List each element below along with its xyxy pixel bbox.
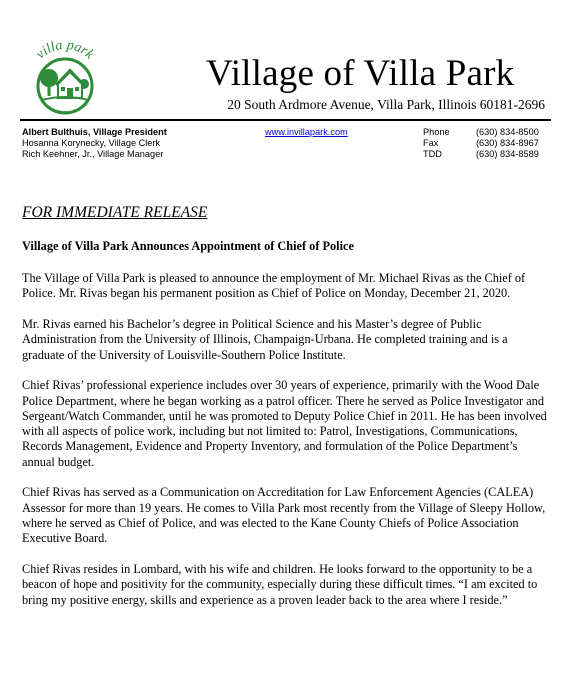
contact-value: (630) 834-8589 [476, 149, 539, 159]
paragraph: Chief Rivas resides in Lombard, with his wife and children. He looks forward to the opportunity to be a beacon of hope and positivity for the community, especially during these difficult times. “I am excited to bring my positive energy, skills and experience as a proven leader back to the area where I reside.” [22, 562, 538, 607]
contact-label: Fax [423, 138, 439, 148]
contact-label: TDD [423, 149, 442, 159]
paragraph: Chief Rivas’ professional experience includes over 30 years of experience, primarily with the Wood Dale Police Department, where he began working as a patrol officer. There he served as Police Investigator and Sergeant/Watch Commander, until he was promoted to Deputy Police Chief in 2011. He has been involved with all aspects of police work, including but not limited to: Patrol, Investigations, Communications, Records Management, Evidence and Property Inventory, and formulation of the Police Department’s annual budget. [22, 378, 547, 469]
official-president: Albert Bulthuis, Village President [22, 127, 167, 137]
contact-value: (630) 834-8967 [476, 138, 539, 148]
official-clerk: Hosanna Korynecky, Village Clerk [22, 138, 161, 148]
press-headline: Village of Villa Park Announces Appointment of Chief of Police [22, 239, 354, 253]
release-label: FOR IMMEDIATE RELEASE [22, 204, 208, 221]
village-address: 20 South Ardmore Avenue, Villa Park, Illinois 60181-2696 [227, 97, 545, 112]
contact-numbers [423, 127, 539, 160]
header-divider [20, 119, 551, 121]
page-title: Village of Villa Park [206, 53, 515, 94]
contact-label: Phone [423, 127, 450, 137]
logo-text-top: villa park [33, 38, 97, 63]
officials-list [22, 127, 167, 160]
contact-row-fax [423, 138, 539, 149]
paragraph: Mr. Rivas earned his Bachelor’s degree in Political Science and his Master’s degree of Public Administration from the University of Illinois, Champaign-Urbana. He completed training and is a graduate of the University of Louisville-Southern Police Institute. [22, 316, 508, 362]
paragraph: Chief Rivas has served as a Communication on Accreditation for Law Enforcement Agencies (CALEA) Assessor for more than 19 years. He comes to Villa Park most recently from the Village of Sleepy Hollow, where he served as Chief of Police, and was elected to the Kane County Chiefs of Police Association Executive Board. [22, 485, 546, 546]
logo-text-bottom: THE GARDEN VILLAGE [41, 101, 89, 116]
official-manager: Rich Keehner, Jr., Village Manager [22, 149, 164, 159]
contact-row-phone [423, 127, 539, 138]
press-body [22, 271, 552, 623]
village-seal-logo [22, 38, 108, 122]
paragraph: The Village of Villa Park is pleased to announce the employment of Mr. Michael Rivas as the Chief of Police. Mr. Rivas began his permanent position as Chief of Police on Monday, December 21, 2020. [22, 271, 526, 301]
contact-value: (630) 834-8500 [476, 127, 539, 137]
contact-row-tdd [423, 149, 539, 160]
website-link[interactable]: www.invillapark.com [265, 127, 348, 137]
